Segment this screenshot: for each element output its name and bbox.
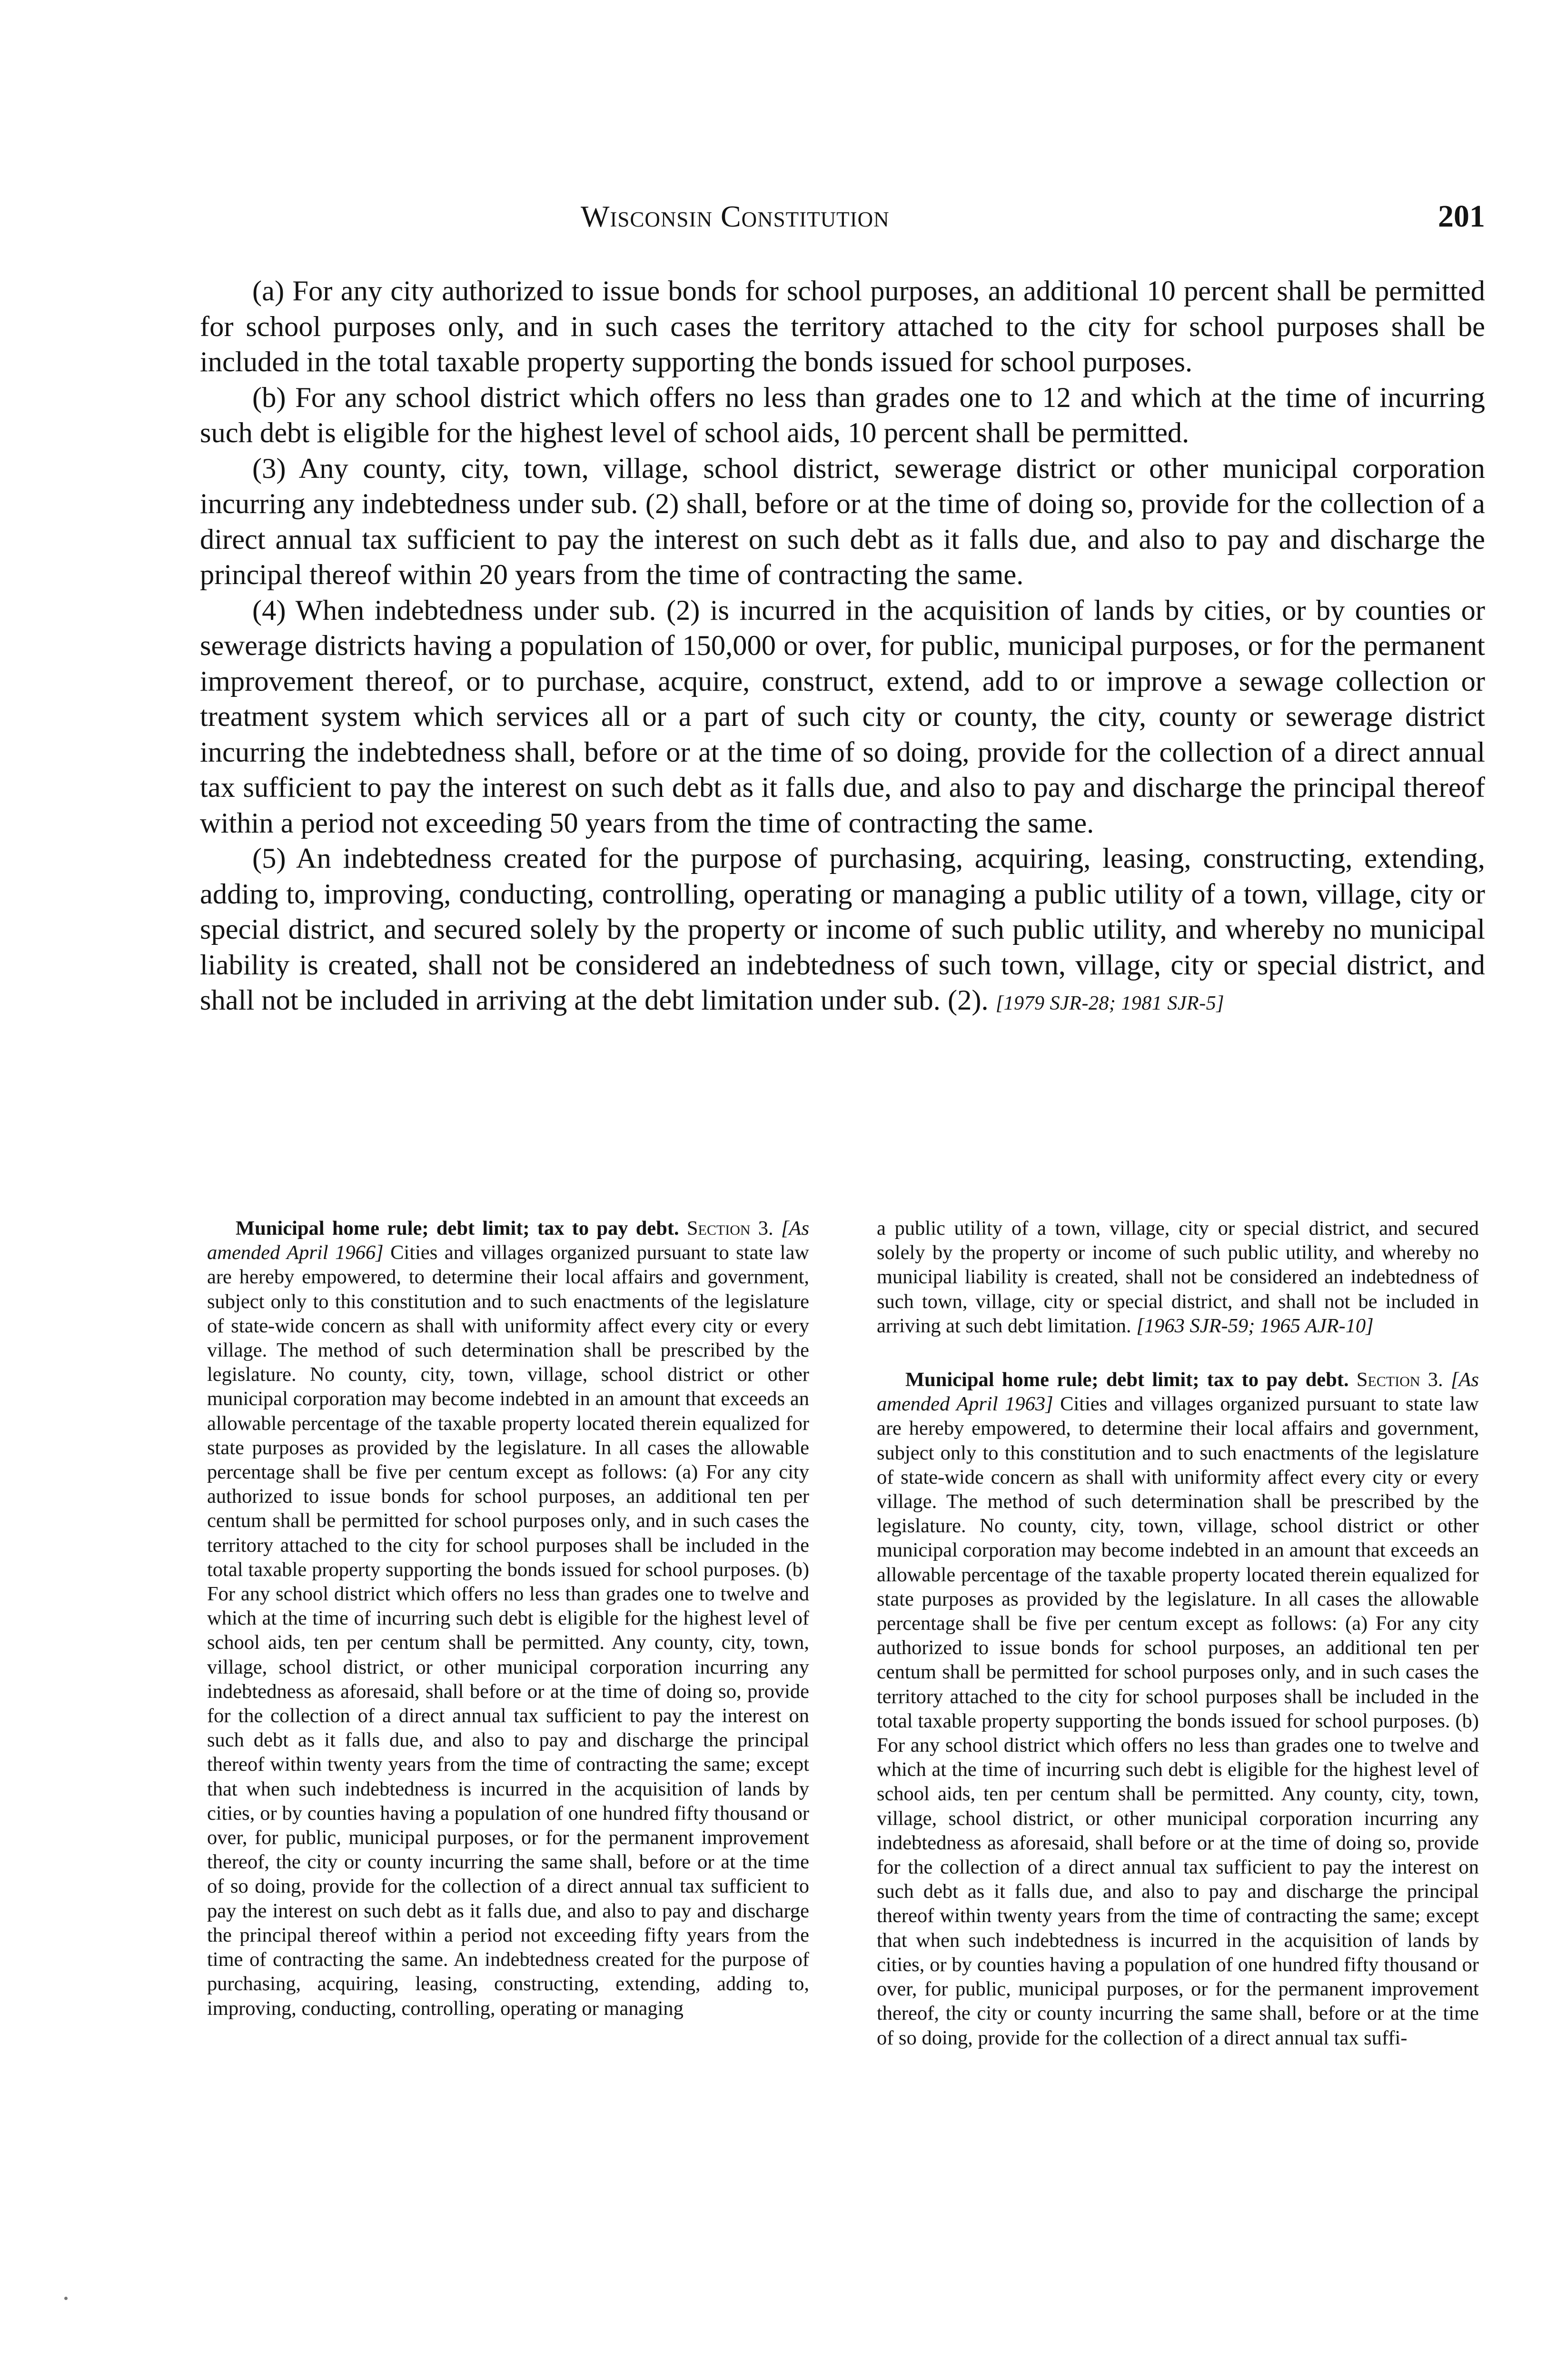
left-section-body: Cities and villages organized pursuant to state law are hereby empowered, to determine their local affairs and government, subject only to this constitution and to such enactments of the legislature of state-wide concern as shall with uniformity affect every city or every village. The method of such determination shall be prescribed by the legislature. No county, city, town, village, school district or other municipal corporation may become indebted in an amount that exceeds an allowable percentage of the taxable property located therein equalized for state purposes as provided by the legislature. In all cases the allowable percentage shall be five per centum except as follows: (a) For any city authorized to issue bonds for school purposes, an additional ten per centum shall be permitted for school purposes only, and in such cases the territory attached to the city for school purposes shall be included in the total taxable property supporting the bonds issued for school purposes. (b) For any school district which offers no less than grades one to twelve and which at the time of incurring such debt is eligible for the highest level of school aids, ten per centum shall be permitted. Any county, city, town, village, school district, or other municipal corporation incurring any indebtedness as aforesaid, shall before or at the time of doing so, provide for the collection of a direct annual tax sufficient to pay the interest on such debt as it falls due, and also to pay and discharge the principal thereof within twenty years from the time of contracting the same; except that when such indebtedness is incurred in the acquisition of lands by cities, or by counties having a population of one hundred fifty thousand or over, for public, municipal purposes, or for the permanent improvement thereof, the city or county incurring the same shall, before or at the time of so doing, provide for the collection of a direct annual tax sufficient to pay the interest on such debt as it falls due, and also to pay and discharge the principal thereof within a period not exceeding fifty years from the time of contracting the same. An indebtedness created for the purpose of purchasing, acquiring, leasing, constructing, extending, adding to, improving, conducting, controlling, operating or managing: [207, 1241, 809, 2020]
left-column: [207, 1216, 809, 2380]
page-number: 201: [1438, 199, 1485, 234]
right-section-heading: Municipal home rule; debt limit; tax to pay debt.: [905, 1368, 1349, 1391]
main-text: [200, 274, 1485, 1021]
paragraph-a: (a) For any city authorized to issue bonds for school purposes, an additional 10 percent shall be permitted for school purposes only, and in such cases the territory attached to the city for school purposes shall be included in the total taxable property supporting the bonds issued for school purposes.: [200, 275, 1485, 378]
right-section-body: Cities and villages organized pursuant to state law are hereby empowered, to determine their local affairs and government, subject only to this constitution and to such enactments of the legislature of state-wide concern as shall with uniformity affect every city or every village. The method of such determination shall be prescribed by the legislature. No county, city, town, village, school district or other municipal corporation may become indebted in an amount that exceeds an allowable percentage of the taxable property located therein equalized for state purposes as provided by the legislature. In all cases the allowable percentage shall be five per centum except as follows: (a) For any city authorized to issue bonds for school purposes, an additional ten per centum shall be permitted for school purposes only, and in such cases the territory attached to the city for school purposes shall be included in the total taxable property supporting the bonds issued for school purposes. (b) For any school district which offers no less than grades one to twelve and which at the time of incurring such debt is eligible for the highest level of school aids, ten per centum shall be permitted. Any county, city, town, village, school district, or other municipal corporation incurring any indebtedness as aforesaid, shall before or at the time of doing so, provide for the collection of a direct annual tax sufficient to pay the interest on such debt as it falls due, and also to pay and discharge the principal thereof within twenty years from the time of contracting the same; except that when such indebtedness is incurred in the acquisition of lands by cities, or by counties having a population of one hundred fifty thousand or over, for public, municipal purposes, or for the permanent improvement thereof, the city or county incurring the same shall, before or at the time of so doing, provide for the collection of a direct annual tax suffi-: [877, 1393, 1479, 2049]
paragraph-5-citation: [1979 SJR-28; 1981 SJR-5]: [995, 992, 1225, 1014]
right-section-paragraph: [877, 1368, 1479, 2050]
paragraph-5: [200, 841, 1485, 1021]
left-section-label: Section 3.: [686, 1217, 773, 1240]
paragraph-5-text: (5) An indebtedness created for the purpose of purchasing, acquiring, leasing, constructing, extending, adding to, improving, conducting, controlling, operating or managing a public utility of a town, village, city or special district, and secured solely by the property or income of such public utility, and whereby no municipal liability is created, shall not be considered an indebtedness of such town, village, city or special district, and shall not be included in arriving at the debt limitation under sub. (2).: [200, 843, 1485, 1016]
paragraph-4: (4) When indebtedness under sub. (2) is incurred in the acquisition of lands by cities, or by counties or sewerage districts having a population of 150,000 or over, for public, municipal purposes, or for the permanent improvement thereof, or to purchase, acquire, construct, extend, add to or improve a sewage collection or treatment system which services all or a part of such city or county, the city, county or sewerage district incurring the indebtedness shall, before or at the time of so doing, provide for the collection of a direct annual tax sufficient to pay the interest on such debt as it falls due, and also to pay and discharge the principal thereof within a period not exceeding 50 years from the time of contracting the same.: [200, 594, 1485, 839]
running-title: Wisconsin Constitution: [581, 199, 890, 233]
right-amended-note: [As amended April 1963]: [877, 1368, 1479, 1416]
right-continuation-citation: [1963 SJR-59; 1965 AJR-10]: [1136, 1314, 1374, 1337]
paragraph-b: (b) For any school district which offers no less than grades one to 12 and which at the time of incurring such debt is eligible for the highest level of school aids, 10 percent shall be permitted.: [200, 381, 1485, 449]
right-column: [877, 1216, 1479, 2380]
right-continuation-paragraph: [877, 1216, 1479, 1338]
left-section-paragraph: [207, 1216, 809, 2021]
left-amended-note: [As amended April 1966]: [207, 1217, 809, 1264]
right-continuation-text: a public utility of a town, village, city or special district, and secured solely by the property or income of such public utility, and whereby no municipal liability is created, shall not be considered an indebtedness of such town, village, city or special district, and shall not be included in arriving at such debt limitation.: [877, 1217, 1479, 1337]
page-header: [200, 190, 1485, 243]
scan-speck: [64, 2297, 68, 2300]
paragraph-3: (3) Any county, city, town, village, school district, sewerage district or other municipal corporation incurring any indebtedness under sub. (2) shall, before or at the time of doing so, provide for the collection of a direct annual tax sufficient to pay the interest on such debt as it falls due, and also to pay and discharge the principal thereof within 20 years from the time of contracting the same.: [200, 452, 1485, 591]
left-section-heading: Municipal home rule; debt limit; tax to pay debt.: [236, 1217, 679, 1240]
right-section-label: Section 3.: [1356, 1368, 1443, 1391]
